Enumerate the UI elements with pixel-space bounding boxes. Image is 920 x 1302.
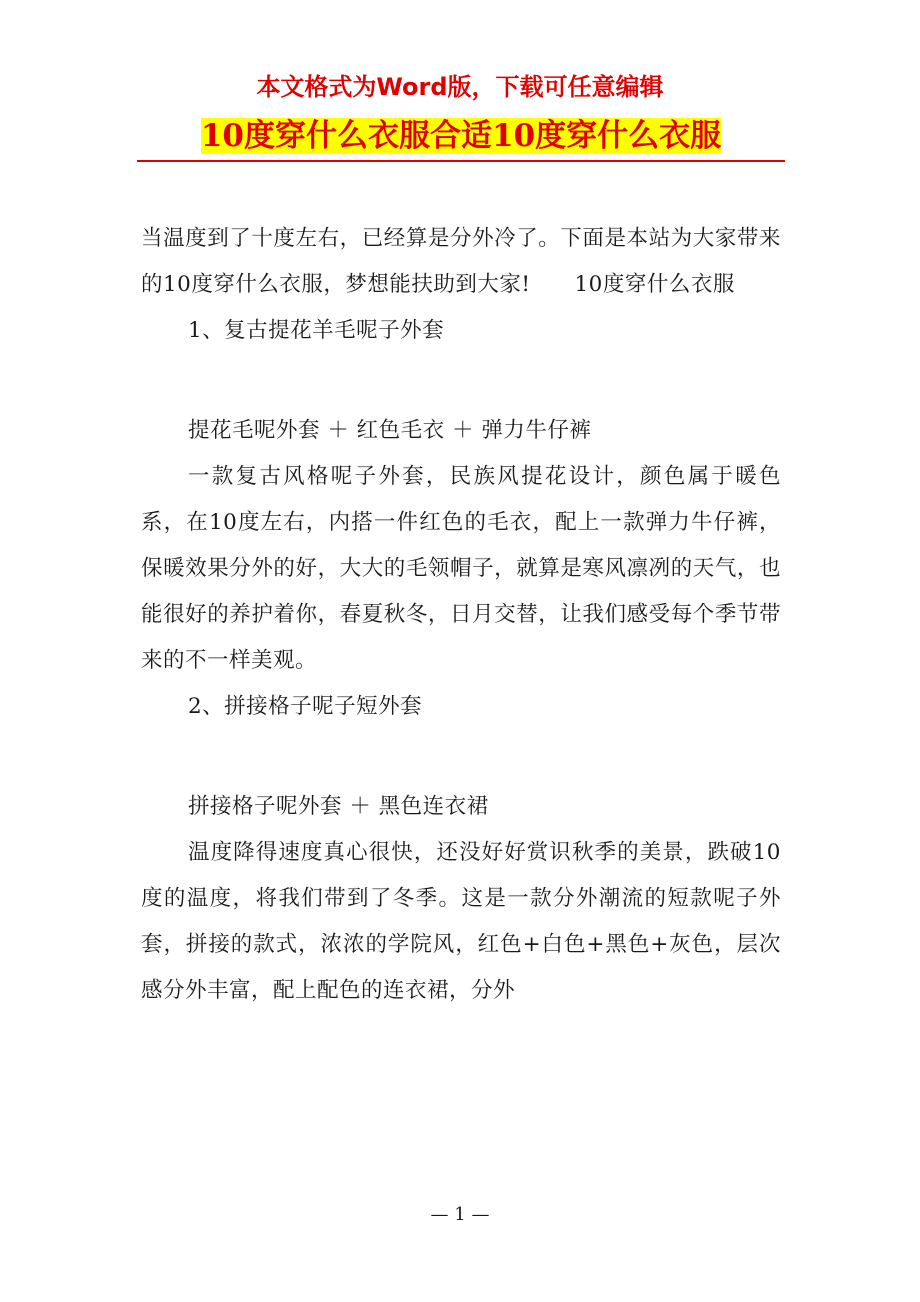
image-placeholder-1 xyxy=(141,354,781,408)
item1-outfit: 提花毛呢外套 ＋ 红色毛衣 ＋ 弹力牛仔裤 xyxy=(188,418,592,443)
title-text: 10度穿什么衣服合适10度穿什么衣服 xyxy=(200,118,722,154)
image-placeholder-2 xyxy=(141,730,781,784)
document-title xyxy=(137,112,785,162)
item2-description: 温度降得速度真心很快，还没好好赏识秋季的美景，跌破10度的温度，将我们带到了冬季。这是一款分外潮流的短款呢子外套，拼接的款式，浓浓的学院风，红色+白色+黑色+灰色，层次感分外丰富，配上配色的连衣裙，分外 xyxy=(141,840,781,1003)
item1-heading: 1、复古提花羊毛呢子外套 xyxy=(188,318,445,343)
download-notice: 本文格式为Word版，下载可任意编辑 xyxy=(256,73,664,101)
item2-heading: 2、拼接格子呢子短外套 xyxy=(188,694,423,719)
document-body xyxy=(141,216,781,1014)
item2-outfit: 拼接格子呢外套 ＋ 黑色连衣裙 xyxy=(188,794,489,819)
page-number: — 1 — xyxy=(430,1204,490,1225)
intro-paragraph: 当温度到了十度左右，已经算是分外冷了。下面是本站为大家带来的10度穿什么衣服，梦想能扶助到大家! 10度穿什么衣服 xyxy=(141,226,781,297)
item1-description: 一款复古风格呢子外套，民族风提花设计，颜色属于暖色系，在10度左右，内搭一件红色的毛衣，配上一款弹力牛仔裤，保暖效果分外的好，大大的毛领帽子，就算是寒风凛冽的天气，也能很好的养护着你，春夏秋冬，日月交替，让我们感受每个季节带来的不一样美观。 xyxy=(141,464,781,673)
